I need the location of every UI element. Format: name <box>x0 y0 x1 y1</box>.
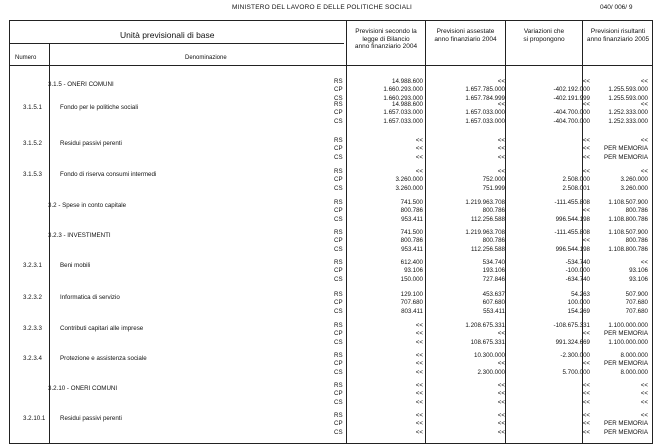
value-cell: 751.999 <box>482 184 505 192</box>
row-description: Contributi capitari alle imprese <box>60 325 144 332</box>
value-column-c2 <box>434 137 505 162</box>
value-cell: 8.000.000 <box>620 352 648 359</box>
value-cell: 741.500 <box>400 199 423 206</box>
table-row <box>10 382 652 409</box>
value-cell: 800.786 <box>400 237 423 245</box>
value-column-c3 <box>520 291 590 316</box>
value-cell: 1.108.507.900 <box>608 229 648 236</box>
value-cell: << <box>497 412 505 419</box>
numero-header: Numero <box>15 55 37 61</box>
type-code: CS <box>334 153 343 161</box>
value-cell: 607.680 <box>482 299 505 307</box>
row-type-codes <box>334 101 354 126</box>
value-column-c3 <box>520 412 590 437</box>
row-number: 3.2.3.4 <box>23 355 42 362</box>
value-column-c1 <box>358 199 423 224</box>
value-cell: 1.660.293.000 <box>383 94 423 102</box>
value-column-c1 <box>358 352 423 377</box>
value-cell: 54.263 <box>571 291 590 298</box>
value-cell: << <box>497 101 505 108</box>
value-cell: << <box>497 137 505 144</box>
value-cell: << <box>582 398 590 406</box>
value-column-c3 <box>520 168 590 193</box>
value-cell: 1.219.963.708 <box>465 229 505 236</box>
value-cell: << <box>582 382 590 389</box>
value-cell: 953.411 <box>401 245 423 253</box>
row-number: 3.2.10.1 <box>23 415 46 422</box>
type-code: CS <box>334 275 343 283</box>
value-cell: 453.637 <box>482 291 505 298</box>
value-cell: 507.900 <box>625 291 648 298</box>
type-code: CS <box>334 368 343 376</box>
type-code: CP <box>334 207 343 215</box>
value-cell: 112.256.588 <box>471 215 505 223</box>
value-cell: 1.657.033.000 <box>465 109 505 117</box>
value-cell: 553.411 <box>483 307 505 315</box>
value-cell: 3.260.000 <box>620 184 648 192</box>
value-cell: << <box>582 360 590 368</box>
value-column-c2 <box>434 412 505 437</box>
value-cell: 5.700.000 <box>562 368 590 376</box>
value-cell: 93.106 <box>629 275 648 283</box>
value-cell: 154.269 <box>567 307 590 315</box>
value-cell: 1.255.593.000 <box>608 94 648 102</box>
value-column-c2 <box>434 199 505 224</box>
value-cell: << <box>497 390 505 398</box>
type-code: RS <box>334 291 343 298</box>
value-cell: -111.455.808 <box>554 199 590 206</box>
type-code: RS <box>334 259 343 266</box>
type-code: CS <box>334 117 343 125</box>
value-cell: << <box>415 145 423 153</box>
type-code: CP <box>334 176 343 184</box>
row-type-codes <box>334 259 354 284</box>
value-cell: 93.106 <box>404 267 423 275</box>
type-code: RS <box>334 382 343 389</box>
value-cell: << <box>640 390 648 398</box>
type-code: CS <box>334 338 343 346</box>
value-cell: 996.544.198 <box>555 245 590 253</box>
value-cell: PER MEMORIA <box>603 360 648 368</box>
value-column-c4 <box>582 291 648 316</box>
document-code: 040/ 006/ 9 <box>600 4 633 11</box>
row-number: 3.2.3.3 <box>23 325 42 332</box>
value-cell: 612.400 <box>400 259 423 266</box>
value-cell: 727.846 <box>482 275 505 283</box>
value-cell: << <box>582 237 590 245</box>
value-column-c1 <box>358 78 423 103</box>
table-row <box>10 229 652 256</box>
value-cell: 100.000 <box>567 299 590 307</box>
value-cell: PER MEMORIA <box>603 145 648 153</box>
value-cell: 1.657.784.999 <box>465 94 505 102</box>
value-cell: << <box>497 428 505 436</box>
row-type-codes <box>334 412 354 437</box>
col3-header: Variazioni che si propongono <box>523 28 565 43</box>
value-cell: 1.100.000.000 <box>608 322 648 329</box>
value-cell: << <box>640 101 648 108</box>
type-code: RS <box>334 168 343 175</box>
value-cell: PER MEMORIA <box>603 420 648 428</box>
value-cell: << <box>640 412 648 419</box>
value-cell: 1.108.800.786 <box>608 245 648 253</box>
value-cell: << <box>582 137 590 144</box>
value-cell: -2.300.000 <box>560 352 590 359</box>
type-code: RS <box>334 322 343 329</box>
type-code: RS <box>334 101 343 108</box>
row-number: 3.2.3.1 <box>23 262 42 269</box>
value-cell: 1.255.593.000 <box>608 86 648 94</box>
table-row <box>10 291 652 318</box>
type-code: CP <box>334 360 343 368</box>
value-cell: -534.740 <box>565 259 590 266</box>
table-row <box>10 137 652 164</box>
value-cell: 800.786 <box>400 207 423 215</box>
value-cell: 707.680 <box>625 299 648 307</box>
row-number: 3.1.5.1 <box>23 104 42 111</box>
value-cell: 10.300.000 <box>474 352 505 359</box>
value-column-c4 <box>582 322 648 347</box>
type-code: CP <box>334 109 343 117</box>
value-cell: 14.988.600 <box>392 78 423 85</box>
type-code: CS <box>334 184 343 192</box>
value-cell: 2.508.001 <box>562 184 590 192</box>
value-column-c4 <box>582 382 648 407</box>
value-cell: 3.260.000 <box>620 176 648 184</box>
col2-header: Previsioni assestate anno finanziario 2004 <box>434 28 497 43</box>
col4-header: Previsioni risultanti anno finanziario 2005 <box>586 28 650 43</box>
value-cell: 534.740 <box>482 259 505 266</box>
type-code: RS <box>334 229 343 236</box>
value-cell: << <box>415 390 423 398</box>
value-cell: << <box>415 338 423 346</box>
unita-header: Unità previsionali di base <box>120 30 215 40</box>
value-cell: << <box>640 382 648 389</box>
value-column-c3 <box>520 229 590 254</box>
value-cell: 3.260.000 <box>395 176 423 184</box>
value-cell: << <box>640 259 648 266</box>
value-column-c1 <box>358 259 423 284</box>
value-cell: PER MEMORIA <box>603 428 648 436</box>
value-column-c3 <box>520 78 590 103</box>
value-cell: << <box>497 420 505 428</box>
type-code: CP <box>334 390 343 398</box>
value-cell: << <box>415 322 423 329</box>
type-code: RS <box>334 78 343 85</box>
denominazione-header: Denominazione <box>185 55 227 61</box>
row-description: Beni mobili <box>60 262 91 269</box>
value-cell: 1.657.033.000 <box>465 117 505 125</box>
value-cell: << <box>415 420 423 428</box>
value-cell: 14.988.600 <box>392 101 423 108</box>
value-cell: << <box>640 78 648 85</box>
value-cell: 1.252.333.000 <box>608 109 648 117</box>
table-row <box>10 101 652 128</box>
value-cell: << <box>640 137 648 144</box>
value-cell: << <box>415 360 423 368</box>
value-cell: -404.700.000 <box>553 109 590 117</box>
value-cell: 112.256.588 <box>471 245 505 253</box>
row-type-codes <box>334 137 354 162</box>
value-column-c1 <box>358 382 423 407</box>
value-cell: << <box>582 207 590 215</box>
type-code: CP <box>334 267 343 275</box>
value-cell: << <box>497 330 505 338</box>
value-column-c1 <box>358 412 423 437</box>
value-cell: << <box>582 390 590 398</box>
table-row <box>10 168 652 195</box>
value-cell: << <box>497 168 505 175</box>
value-cell: 8.000.000 <box>620 368 648 376</box>
table-row <box>10 412 652 439</box>
value-cell: << <box>582 78 590 85</box>
value-column-c3 <box>520 101 590 126</box>
header-divider <box>10 43 344 44</box>
value-column-c4 <box>582 229 648 254</box>
value-cell: 2.300.000 <box>477 368 505 376</box>
value-column-c3 <box>520 352 590 377</box>
value-column-c4 <box>582 137 648 162</box>
value-cell: -111.455.808 <box>554 229 590 236</box>
value-column-c4 <box>582 259 648 284</box>
value-cell: << <box>497 153 505 161</box>
value-cell: 741.500 <box>400 229 423 236</box>
type-code: RS <box>334 137 343 144</box>
type-code: CS <box>334 94 343 102</box>
value-cell: << <box>415 352 423 359</box>
col1-header: Previsioni secondo la legge di Bilancio anno finanziario 2004 <box>354 28 418 50</box>
type-code: CP <box>334 86 343 94</box>
value-cell: PER MEMORIA <box>603 153 648 161</box>
value-cell: << <box>415 398 423 406</box>
value-cell: << <box>497 360 505 368</box>
value-column-c1 <box>358 229 423 254</box>
type-code: CP <box>334 145 343 153</box>
value-cell: << <box>415 382 423 389</box>
row-description: Informatica di servizio <box>60 294 120 301</box>
type-code: CP <box>334 330 343 338</box>
value-column-c3 <box>520 322 590 347</box>
value-column-c1 <box>358 291 423 316</box>
value-cell: << <box>497 78 505 85</box>
row-type-codes <box>334 322 354 347</box>
row-description: Fondo di riserva consumi intermedi <box>60 171 157 178</box>
value-cell: -402.191.999 <box>553 94 590 102</box>
budget-table <box>9 20 653 444</box>
value-column-c4 <box>582 352 648 377</box>
type-code: RS <box>334 352 343 359</box>
table-row <box>10 199 652 226</box>
value-cell: << <box>640 398 648 406</box>
value-column-c2 <box>434 291 505 316</box>
value-cell: 1.100.000.000 <box>608 338 648 346</box>
value-cell: 150.000 <box>400 275 423 283</box>
value-cell: << <box>582 412 590 419</box>
value-cell: << <box>582 101 590 108</box>
value-column-c2 <box>434 382 505 407</box>
value-cell: 1.660.293.000 <box>383 86 423 94</box>
value-column-c3 <box>520 199 590 224</box>
row-type-codes <box>334 352 354 377</box>
value-column-c3 <box>520 259 590 284</box>
value-cell: 752.000 <box>482 176 505 184</box>
row-description: Fondo per le politiche sociali <box>60 104 139 111</box>
value-column-c4 <box>582 101 648 126</box>
row-number: 3.2.3.2 <box>23 294 42 301</box>
value-cell: 1.252.333.000 <box>608 117 648 125</box>
table-row <box>10 322 652 349</box>
value-cell: << <box>415 412 423 419</box>
value-column-c2 <box>434 101 505 126</box>
value-cell: 707.680 <box>400 299 423 307</box>
value-column-c1 <box>358 168 423 193</box>
row-description: Protezione e assistenza sociale <box>60 355 147 362</box>
value-cell: 707.680 <box>625 307 648 315</box>
value-cell: 1.108.507.900 <box>608 199 648 206</box>
value-cell: -108.675.331 <box>553 322 590 329</box>
value-cell: PER MEMORIA <box>603 330 648 338</box>
value-cell: << <box>415 368 423 376</box>
value-column-c1 <box>358 137 423 162</box>
value-cell: 2.508.000 <box>562 176 590 184</box>
value-cell: 803.411 <box>401 307 423 315</box>
value-cell: << <box>497 398 505 406</box>
value-cell: -402.192.000 <box>553 86 590 94</box>
value-cell: 3.260.000 <box>395 184 423 192</box>
value-cell: 193.106 <box>482 267 505 275</box>
row-description: 3.2.10 - ONERI COMUNI <box>48 385 118 392</box>
row-description: 3.2 - Spese in conto capitale <box>48 202 127 209</box>
value-cell: 1.657.033.000 <box>383 109 423 117</box>
value-cell: 1.219.963.708 <box>465 199 505 206</box>
value-cell: << <box>582 168 590 175</box>
row-type-codes <box>334 199 354 224</box>
value-column-c2 <box>434 168 505 193</box>
value-cell: -404.700.000 <box>553 117 590 125</box>
value-column-c4 <box>582 78 648 103</box>
value-cell: << <box>415 168 423 175</box>
table-row <box>10 259 652 286</box>
value-column-c2 <box>434 322 505 347</box>
value-cell: 1.657.785.000 <box>465 86 505 94</box>
row-type-codes <box>334 229 354 254</box>
value-cell: << <box>415 153 423 161</box>
type-code: RS <box>334 412 343 419</box>
ministry-title: MINISTERO DEL LAVORO E DELLE POLITICHE SOCIALI <box>232 4 413 11</box>
header-bottom-line <box>10 65 652 66</box>
type-code: CS <box>334 245 343 253</box>
row-type-codes <box>334 168 354 193</box>
value-column-c3 <box>520 382 590 407</box>
value-cell: << <box>415 137 423 144</box>
value-cell: 93.106 <box>629 267 648 275</box>
type-code: CS <box>334 398 343 406</box>
row-number: 3.1.5.2 <box>23 140 42 147</box>
type-code: CS <box>334 428 343 436</box>
value-column-c2 <box>434 78 505 103</box>
value-cell: 800.786 <box>625 237 648 245</box>
value-cell: << <box>582 420 590 428</box>
row-description: 3.2.3 - INVESTIMENTI <box>48 232 111 239</box>
value-column-c2 <box>434 229 505 254</box>
value-cell: << <box>582 330 590 338</box>
value-cell: << <box>497 382 505 389</box>
type-code: CS <box>334 307 343 315</box>
value-cell: 108.675.331 <box>470 338 505 346</box>
row-description: Residui passivi perenti <box>60 415 122 422</box>
row-type-codes <box>334 382 354 407</box>
value-cell: << <box>497 145 505 153</box>
type-code: CP <box>334 237 343 245</box>
value-cell: -634.740 <box>565 275 590 283</box>
table-row <box>10 352 652 379</box>
row-number: 3.1.5.3 <box>23 171 42 178</box>
row-description: Residui passivi perenti <box>60 140 122 147</box>
value-cell: << <box>582 153 590 161</box>
value-cell: 1.657.033.000 <box>383 117 423 125</box>
value-cell: 1.208.675.331 <box>465 322 505 329</box>
value-column-c4 <box>582 168 648 193</box>
value-cell: << <box>415 428 423 436</box>
value-column-c2 <box>434 352 505 377</box>
value-cell: 800.786 <box>482 207 505 215</box>
type-code: CP <box>334 420 343 428</box>
row-description: 3.1.5 - ONERI COMUNI <box>48 81 114 88</box>
type-code: CP <box>334 299 343 307</box>
value-column-c1 <box>358 322 423 347</box>
value-cell: 996.544.198 <box>555 215 590 223</box>
value-cell: -100.000 <box>565 267 590 275</box>
value-column-c4 <box>582 412 648 437</box>
row-type-codes <box>334 291 354 316</box>
value-cell: 129.100 <box>400 291 423 298</box>
value-cell: << <box>640 168 648 175</box>
value-column-c4 <box>582 199 648 224</box>
value-column-c1 <box>358 101 423 126</box>
value-cell: << <box>582 145 590 153</box>
value-cell: << <box>582 428 590 436</box>
value-column-c2 <box>434 259 505 284</box>
value-cell: 1.108.800.786 <box>608 215 648 223</box>
value-cell: << <box>415 330 423 338</box>
value-cell: 953.411 <box>401 215 423 223</box>
value-cell: 991.324.669 <box>555 338 590 346</box>
value-column-c3 <box>520 137 590 162</box>
type-code: CS <box>334 215 343 223</box>
value-cell: 800.786 <box>625 207 648 215</box>
row-type-codes <box>334 78 354 103</box>
type-code: RS <box>334 199 343 206</box>
value-cell: 800.786 <box>482 237 505 245</box>
